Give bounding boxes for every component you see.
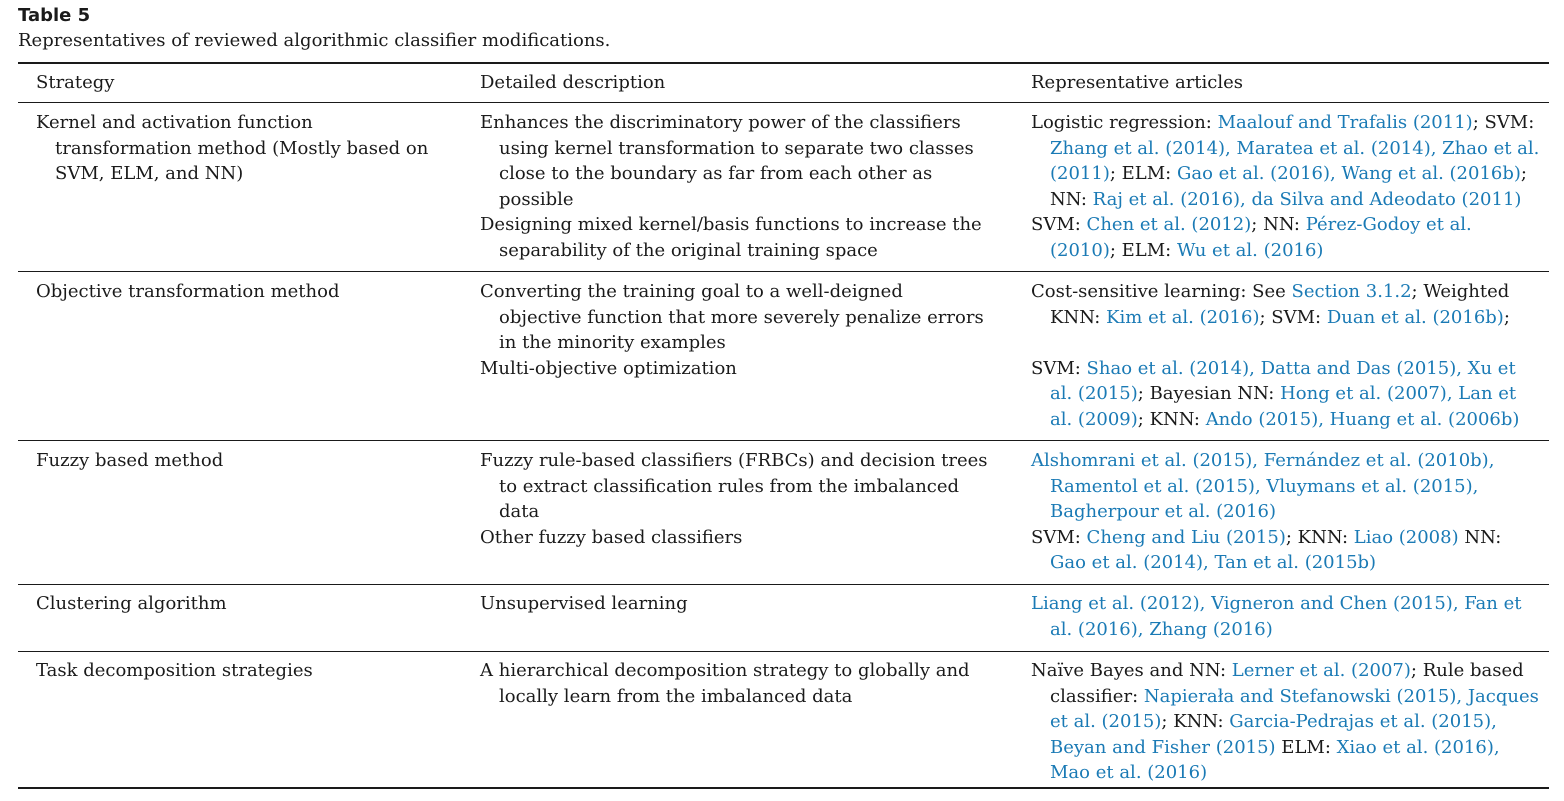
articles-paragraph [1031, 110, 1541, 212]
articles-paragraph [1031, 356, 1541, 433]
article-text: Logistic regression: [1031, 112, 1218, 133]
cell-paragraph: Converting the training goal to a well-deigned objective function that more severely penalize errors in the minority examples [480, 281, 984, 354]
cell-paragraph: Designing mixed kernel/basis functions to increase the separability of the original training space [480, 214, 982, 261]
strategy-cell [36, 448, 446, 474]
citation-link[interactable]: Wu et al. (2016) [1176, 239, 1324, 261]
cell-paragraph: Fuzzy based method [36, 450, 224, 471]
citation-link[interactable]: Ando (2015), Huang et al. (2006b) [1205, 408, 1520, 430]
cell-paragraph: Clustering algorithm [36, 593, 227, 614]
article-text: SVM: [1031, 526, 1087, 548]
strategy-cell [36, 591, 446, 617]
table-label: Table 5 [18, 5, 91, 26]
cell-paragraph: Fuzzy rule-based classifiers (FRBCs) and decision trees to extract classification rules from the imbalanced data [480, 450, 988, 523]
cell-paragraph: Other fuzzy based classifiers [480, 526, 743, 548]
article-text: ; Weighted KNN: [1050, 281, 1510, 328]
articles-paragraph [1031, 279, 1541, 330]
citation-link[interactable]: Hong et al. (2007), Lan et al. (2009) [1050, 383, 1517, 430]
citation-link[interactable]: Alshomrani et al. (2015), Fernández et al. (2010b), Ramentol et al. (2015), Vluymans et al. (2015), Bagherpour et al. (2016) [1031, 450, 1495, 523]
article-text: ; ELM: [1109, 163, 1177, 185]
articles-paragraph [1031, 591, 1541, 642]
citation-link[interactable]: Section 3.1.2 [1291, 281, 1412, 302]
article-text: ; KNN: [1285, 526, 1354, 548]
cell-paragraph: Task decomposition strategies [36, 660, 313, 681]
row-divider [18, 440, 1549, 441]
articles-cell [1031, 658, 1541, 786]
row-divider [18, 651, 1549, 652]
articles-paragraph [1031, 525, 1541, 576]
citation-link[interactable]: Shao et al. (2014), Datta and Das (2015), Xu et al. (2015) [1050, 357, 1516, 405]
cell-paragraph: Multi-objective optimization [480, 357, 737, 379]
table-caption: Representatives of reviewed algorithmic classifier modifications. [18, 30, 611, 51]
citation-link[interactable]: Liao (2008) [1353, 526, 1459, 548]
cell-paragraph: Objective transformation method [36, 281, 340, 302]
description-cell [480, 279, 990, 381]
header-description: Detailed description [480, 72, 666, 93]
citation-link[interactable]: Cheng and Liu (2015) [1086, 526, 1286, 548]
articles-cell [1031, 448, 1541, 576]
articles-paragraph [1031, 448, 1541, 525]
citation-link[interactable]: Maalouf and Trafalis (2011) [1217, 112, 1473, 133]
description-cell [480, 658, 990, 709]
article-text: ELM: [1275, 736, 1337, 758]
article-text: ; KNN: [1137, 408, 1206, 430]
citation-link[interactable]: Duan et al. (2016b) [1326, 306, 1504, 328]
cell-paragraph: Enhances the discriminatory power of the classifiers using kernel transformation to separate two classes close to the boundary as far from each other as possible [480, 112, 974, 210]
article-text: ; NN: [1251, 214, 1306, 236]
top-rule [18, 62, 1549, 64]
article-text: ; KNN: [1161, 711, 1230, 733]
citation-link[interactable]: Garcia-Pedrajas et al. (2015), Beyan and Fisher (2015) [1050, 711, 1497, 758]
articles-cell [1031, 591, 1541, 642]
article-text: ; ELM: [1109, 239, 1177, 261]
article-text: ; Rule based classifier: [1050, 660, 1524, 707]
article-text: ; SVM: [1259, 306, 1327, 328]
articles-cell [1031, 110, 1541, 264]
article-text: Naïve Bayes and NN: [1031, 660, 1232, 681]
header-rule [18, 102, 1549, 103]
article-text: Cost-sensitive learning: See [1031, 281, 1292, 302]
strategy-cell [36, 279, 446, 305]
header-articles: Representative articles [1031, 72, 1244, 93]
article-text: ; SVM: [1472, 112, 1535, 133]
citation-link[interactable]: Kim et al. (2016) [1106, 306, 1260, 328]
citation-link[interactable]: Zhang et al. (2014), Maratea et al. (2014), Zhao et al. (2011) [1050, 137, 1540, 185]
description-cell [480, 448, 990, 550]
citation-link[interactable]: Pérez-Godoy et al. (2010) [1050, 214, 1472, 261]
citation-link[interactable]: Chen et al. (2012) [1086, 214, 1252, 236]
citation-link[interactable]: Liang et al. (2012), Vigneron and Chen (2015), Fan et al. (2016), Zhang (2016) [1031, 593, 1522, 640]
header-strategy: Strategy [36, 72, 115, 93]
article-text: ; Bayesian NN: [1137, 383, 1281, 405]
citation-link[interactable]: Gao et al. (2014), Tan et al. (2015b) [1050, 552, 1377, 574]
description-cell [480, 110, 990, 264]
article-text: ; [1503, 306, 1510, 328]
article-text: ; NN: [1050, 163, 1527, 210]
row-divider [18, 584, 1549, 585]
cell-paragraph: Kernel and activation function transformation method (Mostly based on SVM, ELM, and NN) [36, 112, 429, 185]
articles-paragraph [1031, 212, 1541, 263]
description-cell [480, 591, 990, 617]
cell-paragraph: Unsupervised learning [480, 593, 688, 614]
citation-link[interactable]: Gao et al. (2016), Wang et al. (2016b) [1176, 163, 1521, 185]
article-text: SVM: [1031, 357, 1087, 379]
citation-link[interactable]: Raj et al. (2016), da Silva and Adeodato (2011) [1092, 188, 1522, 210]
citation-link[interactable]: Lerner et al. (2007) [1231, 660, 1411, 681]
articles-cell [1031, 279, 1541, 433]
cell-paragraph: A hierarchical decomposition strategy to globally and locally learn from the imbalanced data [480, 660, 970, 707]
article-text: NN: [1458, 526, 1502, 548]
row-divider [18, 271, 1549, 272]
article-text: SVM: [1031, 214, 1087, 236]
citation-link[interactable]: Napierała and Stefanowski (2015), Jacques et al. (2015) [1050, 685, 1539, 733]
citation-link[interactable]: Xiao et al. (2016), Mao et al. (2016) [1050, 736, 1500, 784]
bottom-rule [18, 787, 1549, 789]
strategy-cell [36, 658, 446, 684]
articles-paragraph [1031, 658, 1541, 786]
strategy-cell [36, 110, 446, 187]
